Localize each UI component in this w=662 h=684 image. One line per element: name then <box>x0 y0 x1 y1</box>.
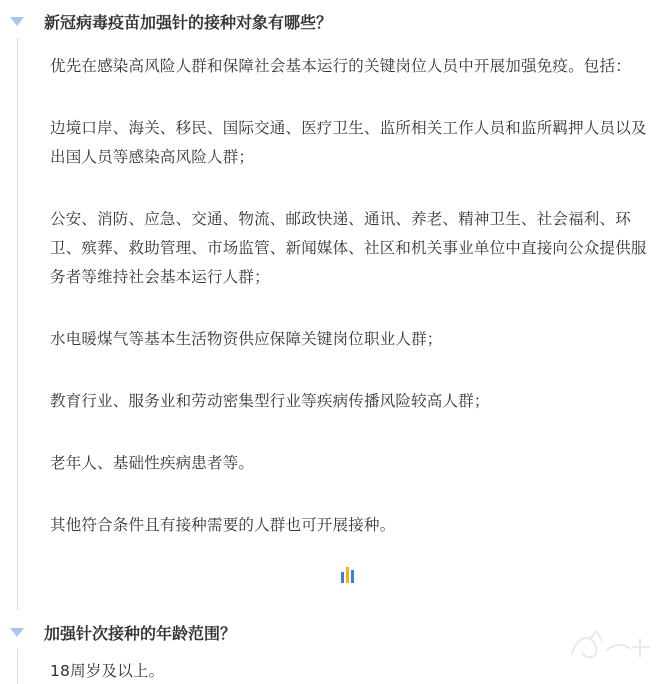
answer-paragraph: 优先在感染高风险人群和保障社会基本运行的关键岗位人员中开展加强免疫。包括： <box>50 57 631 75</box>
answer-paragraph: 老年人、基础性疾病患者等。 <box>50 454 255 472</box>
answer-paragraph: 边境口岸、海关、移民、国际交通、医疗卫生、监所相关工作人员和监所羁押人员以及出国人员等感染高风险人群； <box>50 119 647 166</box>
chart-bar <box>346 567 349 583</box>
chart-bar <box>351 570 354 583</box>
question-title: 新冠病毒疫苗加强针的接种对象有哪些？ <box>44 13 333 32</box>
question-header-1[interactable] <box>0 8 662 36</box>
caret-down-icon[interactable] <box>10 17 24 26</box>
answer-paragraph: 水电暖煤气等基本生活物资供应保障关键岗位职业人群； <box>50 330 443 348</box>
question-header-2[interactable] <box>0 619 662 647</box>
bar-chart-icon <box>341 567 357 583</box>
answer-paragraph: 教育行业、服务业和劳动密集型行业等疾病传播风险较高人群； <box>50 392 490 410</box>
answer-paragraph: 18周岁及以上。 <box>50 662 165 680</box>
watermark-logo <box>566 625 658 665</box>
question-title: 加强针次接种的年龄范围？ <box>44 624 237 643</box>
chart-bar <box>341 572 344 583</box>
caret-down-icon[interactable] <box>10 628 24 637</box>
answer-paragraph: 其他符合条件且有接种需要的人群也可开展接种。 <box>50 516 396 534</box>
answer-divider <box>17 649 18 684</box>
answer-body-1 <box>50 52 650 540</box>
answer-body-2 <box>50 657 650 684</box>
answer-paragraph: 公安、消防、应急、交通、物流、邮政快递、通讯、养老、精神卫生、社会福利、环卫、殡葬、救助管理、市场监管、新闻媒体、社区和机关事业单位中直接向公众提供服务者等维持社会基本运行人群； <box>50 210 647 286</box>
answer-divider <box>17 38 18 610</box>
